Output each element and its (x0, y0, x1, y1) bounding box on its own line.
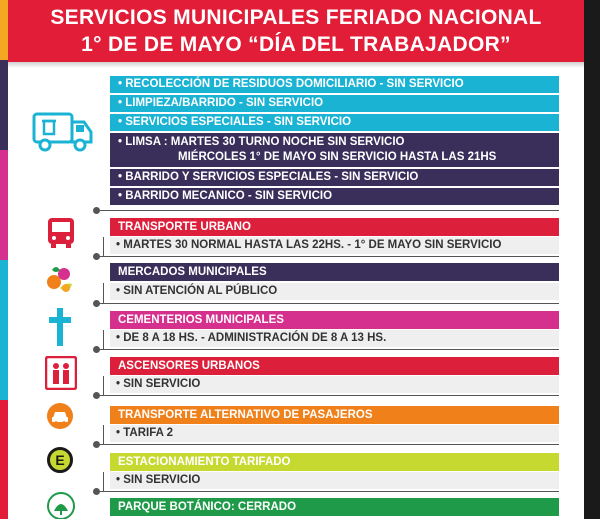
section-cementerios-title: CEMENTERIOS MUNICIPALES (110, 311, 559, 329)
parking-e-icon (47, 447, 73, 473)
residuos-item-barrido-especiales: • BARRIDO Y SERVICIOS ESPECIALES - SIN SERVICIO (110, 169, 559, 186)
cementerios-connector (96, 349, 559, 350)
bus-icon (44, 216, 78, 250)
mercados-connector (96, 303, 559, 304)
right-dark-border (584, 0, 600, 519)
fruit-vegetables-icon (42, 262, 78, 298)
section-transporte-urbano-detail: • MARTES 30 NORMAL HASTA LAS 22HS. - 1° DE MAYO SIN SERVICIO (110, 237, 559, 254)
estacionamiento-vline (103, 472, 104, 491)
botanical-park-logo-icon (46, 491, 76, 519)
parking-e-letter: E (55, 452, 65, 468)
taxi-icon (46, 402, 74, 430)
cementerios-vline (103, 330, 104, 349)
residuos-item-limpieza: • LIMPIEZA/BARRIDO - SIN SERVICIO (110, 95, 559, 112)
section-ascensores-detail: • SIN SERVICIO (110, 376, 559, 393)
cross-icon (48, 308, 72, 346)
section-transporte-urbano-title: TRANSPORTE URBANO (110, 218, 559, 236)
residuos-item-limsa (110, 133, 559, 167)
section-cementerios-detail: • DE 8 A 18 HS. - ADMINISTRACIÓN DE 8 A 13 HS. (110, 330, 559, 347)
garbage-truck-icon (32, 108, 94, 152)
limsa-line1: • LIMSA : MARTES 30 TURNO NOCHE SIN SERVICIO (118, 136, 404, 148)
residuos-item-especiales: • SERVICIOS ESPECIALES - SIN SERVICIO (110, 114, 559, 131)
alternativo-connector (96, 444, 559, 445)
ascensores-connector (96, 395, 559, 396)
alternativo-vline (103, 425, 104, 444)
section-estacionamiento-detail: • SIN SERVICIO (110, 472, 559, 489)
transporte-vline (103, 237, 104, 256)
section-mercados-detail: • SIN ATENCIÓN AL PÚBLICO (110, 283, 559, 300)
ascensores-vline (103, 376, 104, 395)
residuos-connector (96, 210, 559, 211)
section-mercados-title: MERCADOS MUNICIPALES (110, 263, 559, 281)
section-parque-botanico-title: PARQUE BOTÁNICO: CERRADO (110, 498, 559, 516)
estacionamiento-connector (96, 491, 559, 492)
limsa-line2: MIÉRCOLES 1° DE MAYO SIN SERVICIO HASTA LAS 21HS (178, 151, 497, 163)
section-ascensores-title: ASCENSORES URBANOS (110, 357, 559, 375)
section-estacionamiento-title: ESTACIONAMIENTO TARIFADO (110, 453, 559, 471)
header-shadow (8, 62, 584, 68)
header-title-line2: 1° DE DE MAYO “DÍA DEL TRABAJADOR” (81, 33, 511, 56)
header-title-line1: SERVICIOS MUNICIPALES FERIADO NACIONAL (50, 6, 542, 29)
page-header (8, 0, 584, 62)
section-transporte-alternativo-title: TRANSPORTE ALTERNATIVO DE PASAJEROS (110, 406, 559, 424)
transporte-connector (96, 256, 559, 257)
elevator-icon (45, 356, 77, 390)
residuos-item-recoleccion: • RECOLECCIÓN DE RESIDUOS DOMICILIARIO - SIN SERVICIO (110, 76, 559, 93)
left-decorative-border (0, 0, 8, 519)
residuos-item-barrido-mecanico: • BARRIDO MECANICO - SIN SERVICIO (110, 188, 559, 205)
mercados-vline (103, 283, 104, 303)
section-transporte-alternativo-detail: • TARIFA 2 (110, 425, 559, 442)
